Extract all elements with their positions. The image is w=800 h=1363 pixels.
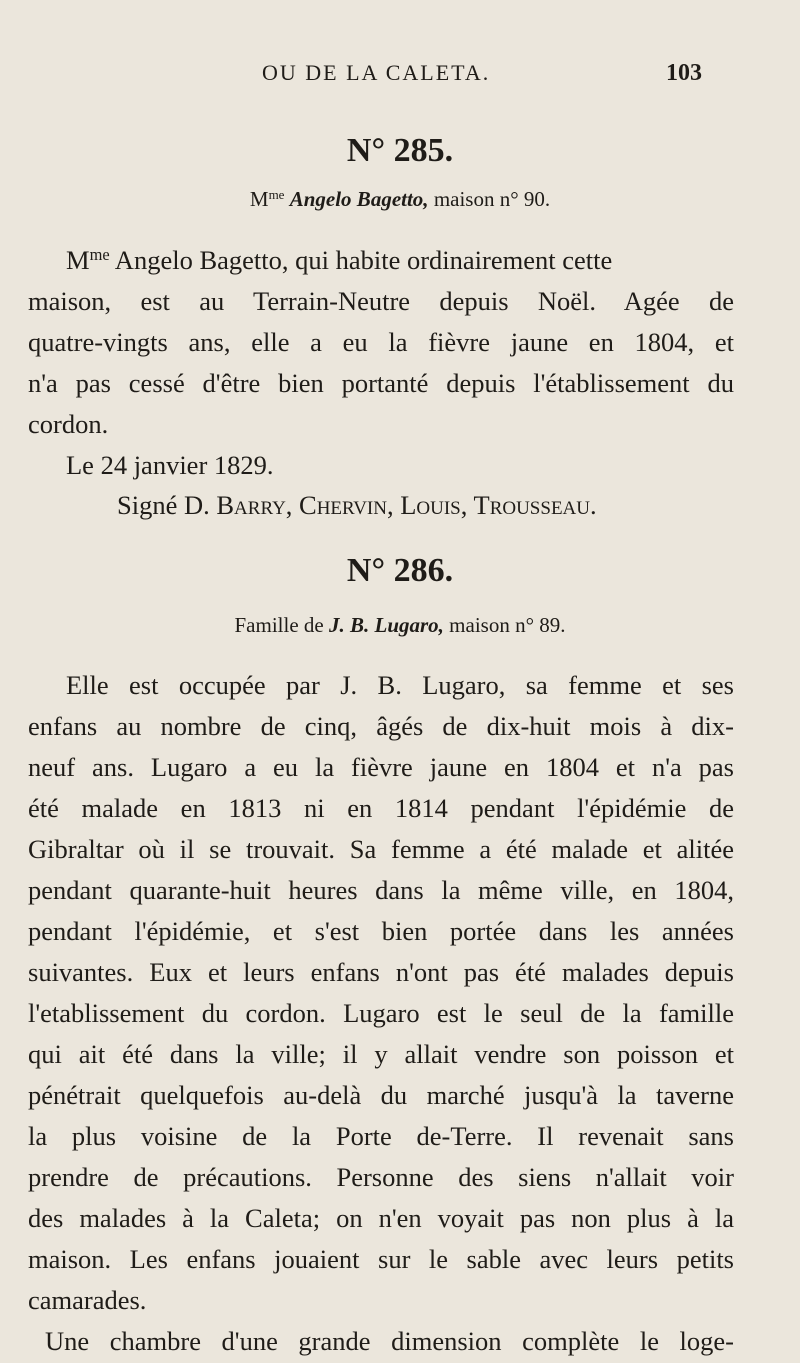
entry-285-line-2: maison, est au Terrain-Neutre depuis Noël. Agée de [28, 286, 734, 316]
entry-285-subtitle [0, 187, 800, 212]
entry-286-subtitle-suffix: maison n° 89. [443, 613, 566, 637]
entry-286-line-7: pendant l'épidémie, et s'est bien portée dans les années [28, 916, 734, 946]
entry-286-line-8: suivantes. Eux et leurs enfans n'ont pas été malades depuis [28, 957, 734, 987]
entry-285-date: Le 24 janvier 1829. [66, 450, 274, 480]
entry-286-line-10: qui ait été dans la ville; il y allait vendre son poisson et [28, 1039, 734, 1069]
entry-286-line-12: la plus voisine de la Porte de-Terre. Il revenait sans [28, 1121, 734, 1151]
running-head [0, 60, 800, 90]
entry-286-subtitle [0, 613, 800, 638]
entry-285-line-3: quatre-vingts ans, elle a eu la fièvre jaune en 1804, et [28, 327, 734, 357]
entry-285-subtitle-prefix: M [249, 187, 269, 212]
entry-285-first-sup: me [89, 245, 110, 264]
entry-286-line-5: Gibraltar où il se trouvait. Sa femme a été malade et alitée [28, 834, 734, 864]
entry-286-line-2: enfans au nombre de cinq, âgés de dix-huit mois à dix- [28, 711, 734, 741]
entry-285-line-5: cordon. [28, 409, 109, 439]
entry-285-line-1 [66, 247, 734, 274]
entry-286-line-11: pénétrait quelquefois au-delà du marché jusqu'à la taverne [28, 1080, 734, 1110]
entry-286-subtitle-prefix: Famille de [234, 613, 329, 637]
entry-286-number: N° 286. [346, 552, 454, 589]
entry-286-line-14: des malades à la Caleta; on n'en voyait pas non plus à la [28, 1203, 734, 1233]
signatories: Barry, Chervin, Louis, Trousseau. [216, 490, 597, 520]
signature-prefix: Signé D. [117, 490, 210, 520]
entry-286-line-9: l'etablissement du cordon. Lugaro est le seul de la famille [28, 998, 734, 1028]
entry-286-line-16: camarades. [28, 1285, 147, 1315]
entry-286-line-13: prendre de précautions. Personne des siens n'allait voir [28, 1162, 734, 1192]
entry-285-subtitle-suffix: maison n° 90. [428, 187, 551, 212]
entry-286-subtitle-name: J. B. Lugaro, [328, 613, 444, 637]
running-title: OU DE LA CALETA. [262, 60, 491, 85]
entry-286-line-17: Une chambre d'une grande dimension complète le loge- [45, 1326, 734, 1356]
entry-285-number: N° 285. [346, 132, 454, 169]
entry-285-line-text: Angelo Bagetto, qui habite ordinairement cette [109, 245, 613, 276]
entry-286-line-4: été malade en 1813 ni en 1814 pendant l'épidémie de [28, 793, 734, 823]
entry-285-signature [117, 492, 597, 519]
page-number: 103 [666, 60, 702, 86]
entry-285-line-4: n'a pas cessé d'être bien portanté depuis l'établissement du [28, 368, 734, 398]
entry-286-line-1: Elle est occupée par J. B. Lugaro, sa femme et ses [66, 670, 734, 700]
entry-286-line-6: pendant quarante-huit heures dans la même ville, en 1804, [28, 875, 734, 905]
entry-285-first-prefix: M [66, 245, 90, 276]
entry-285-subtitle-sup: me [268, 187, 285, 202]
entry-286-line-15: maison. Les enfans jouaient sur le sable avec leurs petits [28, 1244, 734, 1274]
entry-286-line-3: neuf ans. Lugaro a eu la fièvre jaune en 1804 et n'a pas [28, 752, 734, 782]
entry-285-subtitle-name: Angelo Bagetto, [289, 187, 429, 212]
